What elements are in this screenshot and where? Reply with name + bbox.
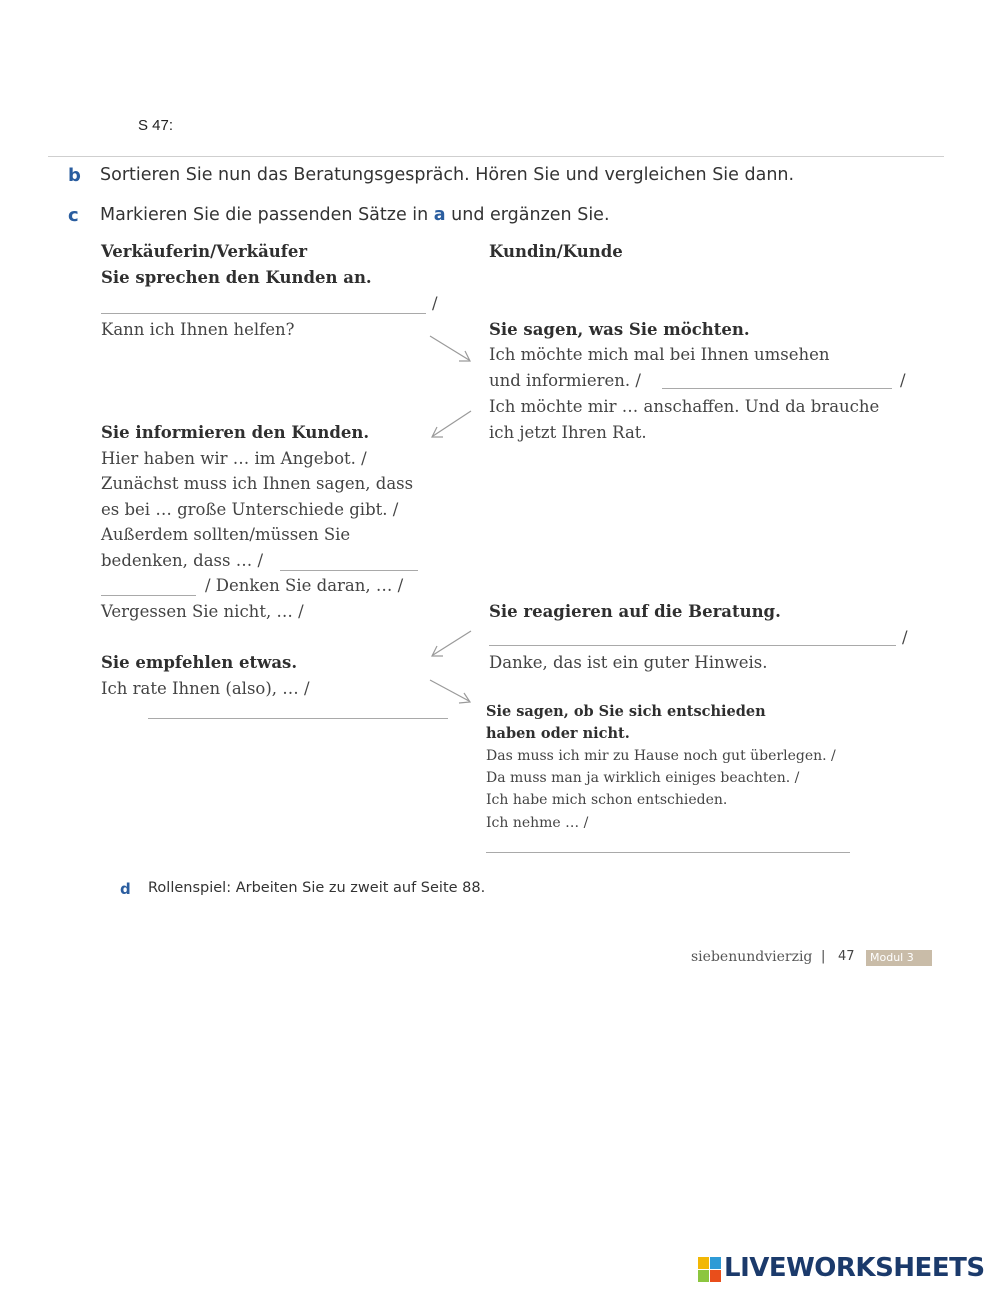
seller-s3-heading: Sie empfehlen etwas. (101, 653, 298, 672)
task-c-ref: a (433, 205, 446, 225)
task-b-text: Sortieren Sie nun das Beratungsgespräch. Hören Sie und vergleichen Sie dann. (100, 165, 795, 185)
customer-c3-heading-2: haben oder nicht. (486, 725, 630, 742)
customer-c1-blank-input[interactable] (662, 388, 892, 389)
customer-c1-line3: Ich möchte mir … anschaffen. Und da brauche (489, 397, 880, 416)
customer-c1-slash: / (900, 371, 906, 390)
arrow-left-icon (425, 628, 480, 660)
seller-s1-heading: Sie sprechen den Kunden an. (101, 268, 372, 287)
seller-s1-slash: / (432, 294, 438, 313)
seller-s2-line3: es bei … große Unterschiede gibt. / (101, 500, 399, 519)
task-c-text-before: Markieren Sie die passenden Sätze in (100, 205, 434, 225)
customer-c2-line1: Danke, das ist ein guter Hinweis. (489, 653, 768, 672)
customer-c3-line2: Da muss man ja wirklich einiges beachten. / (486, 770, 800, 786)
seller-s2-heading: Sie informieren den Kunden. (101, 423, 370, 442)
task-c-instruction (100, 205, 610, 225)
task-d-text: Rollenspiel: Arbeiten Sie zu zweit auf Seite 88. (148, 880, 486, 896)
arrow-right-icon (425, 330, 480, 370)
customer-c3-line1: Das muss ich mir zu Hause noch gut überlegen. / (486, 748, 836, 764)
seller-s3-line1: Ich rate Ihnen (also), … / (101, 679, 310, 698)
customer-c3-blank-input[interactable] (486, 852, 850, 853)
seller-s2-line1: Hier haben wir … im Angebot. / (101, 449, 367, 468)
footer-modul-badge: Modul 3 (866, 950, 932, 966)
seller-s2-line5: bedenken, dass … / (101, 551, 264, 570)
seller-s1-line1: Kann ich Ihnen helfen? (101, 320, 295, 339)
customer-c3-line3: Ich habe mich schon entschieden. (486, 792, 728, 808)
customer-c3-heading-1: Sie sagen, ob Sie sich entschieden (486, 703, 766, 720)
column-customer-heading: Kundin/Kunde (489, 242, 623, 261)
seller-s2-line7: Vergessen Sie nicht, … / (101, 602, 304, 621)
page-header: S 47: (138, 117, 174, 134)
task-c-text-after: und ergänzen Sie. (445, 205, 610, 225)
seller-s2-line2: Zunächst muss ich Ihnen sagen, dass (101, 474, 414, 493)
task-c-letter: c (68, 205, 79, 226)
liveworksheets-logo-icon (698, 1257, 722, 1283)
top-divider (48, 156, 944, 157)
seller-s3-blank-input[interactable] (148, 718, 448, 719)
customer-c1-line4: ich jetzt Ihren Rat. (489, 423, 647, 442)
customer-c2-blank-input[interactable] (489, 645, 896, 646)
column-seller-heading: Verkäuferin/Verkäufer (101, 242, 308, 261)
task-b-letter: b (68, 165, 81, 186)
footer-page-word: siebenundvierzig (691, 949, 813, 965)
customer-c1-heading: Sie sagen, was Sie möchten. (489, 320, 750, 339)
task-d-letter: d (120, 880, 131, 898)
footer-page-number: 47 (838, 949, 855, 964)
seller-s2-blank-input-2[interactable] (101, 595, 196, 596)
customer-c2-heading: Sie reagieren auf die Beratung. (489, 602, 781, 621)
footer-separator: | (821, 949, 826, 964)
seller-s2-line4: Außerdem sollten/müssen Sie (101, 525, 351, 544)
seller-s2-blank-input-1[interactable] (280, 570, 418, 571)
customer-c3-line4: Ich nehme … / (486, 815, 589, 831)
customer-c1-line2: und informieren. / (489, 371, 641, 390)
customer-c2-slash: / (902, 628, 908, 647)
arrow-left-icon (425, 405, 480, 445)
seller-s2-line6: / Denken Sie daran, … / (205, 576, 404, 595)
customer-c1-line1: Ich möchte mich mal bei Ihnen umsehen (489, 345, 830, 364)
seller-s1-blank-input[interactable] (101, 313, 426, 314)
liveworksheets-logo-text: LIVEWORKSHEETS (724, 1253, 985, 1283)
arrow-right-icon (425, 676, 480, 708)
